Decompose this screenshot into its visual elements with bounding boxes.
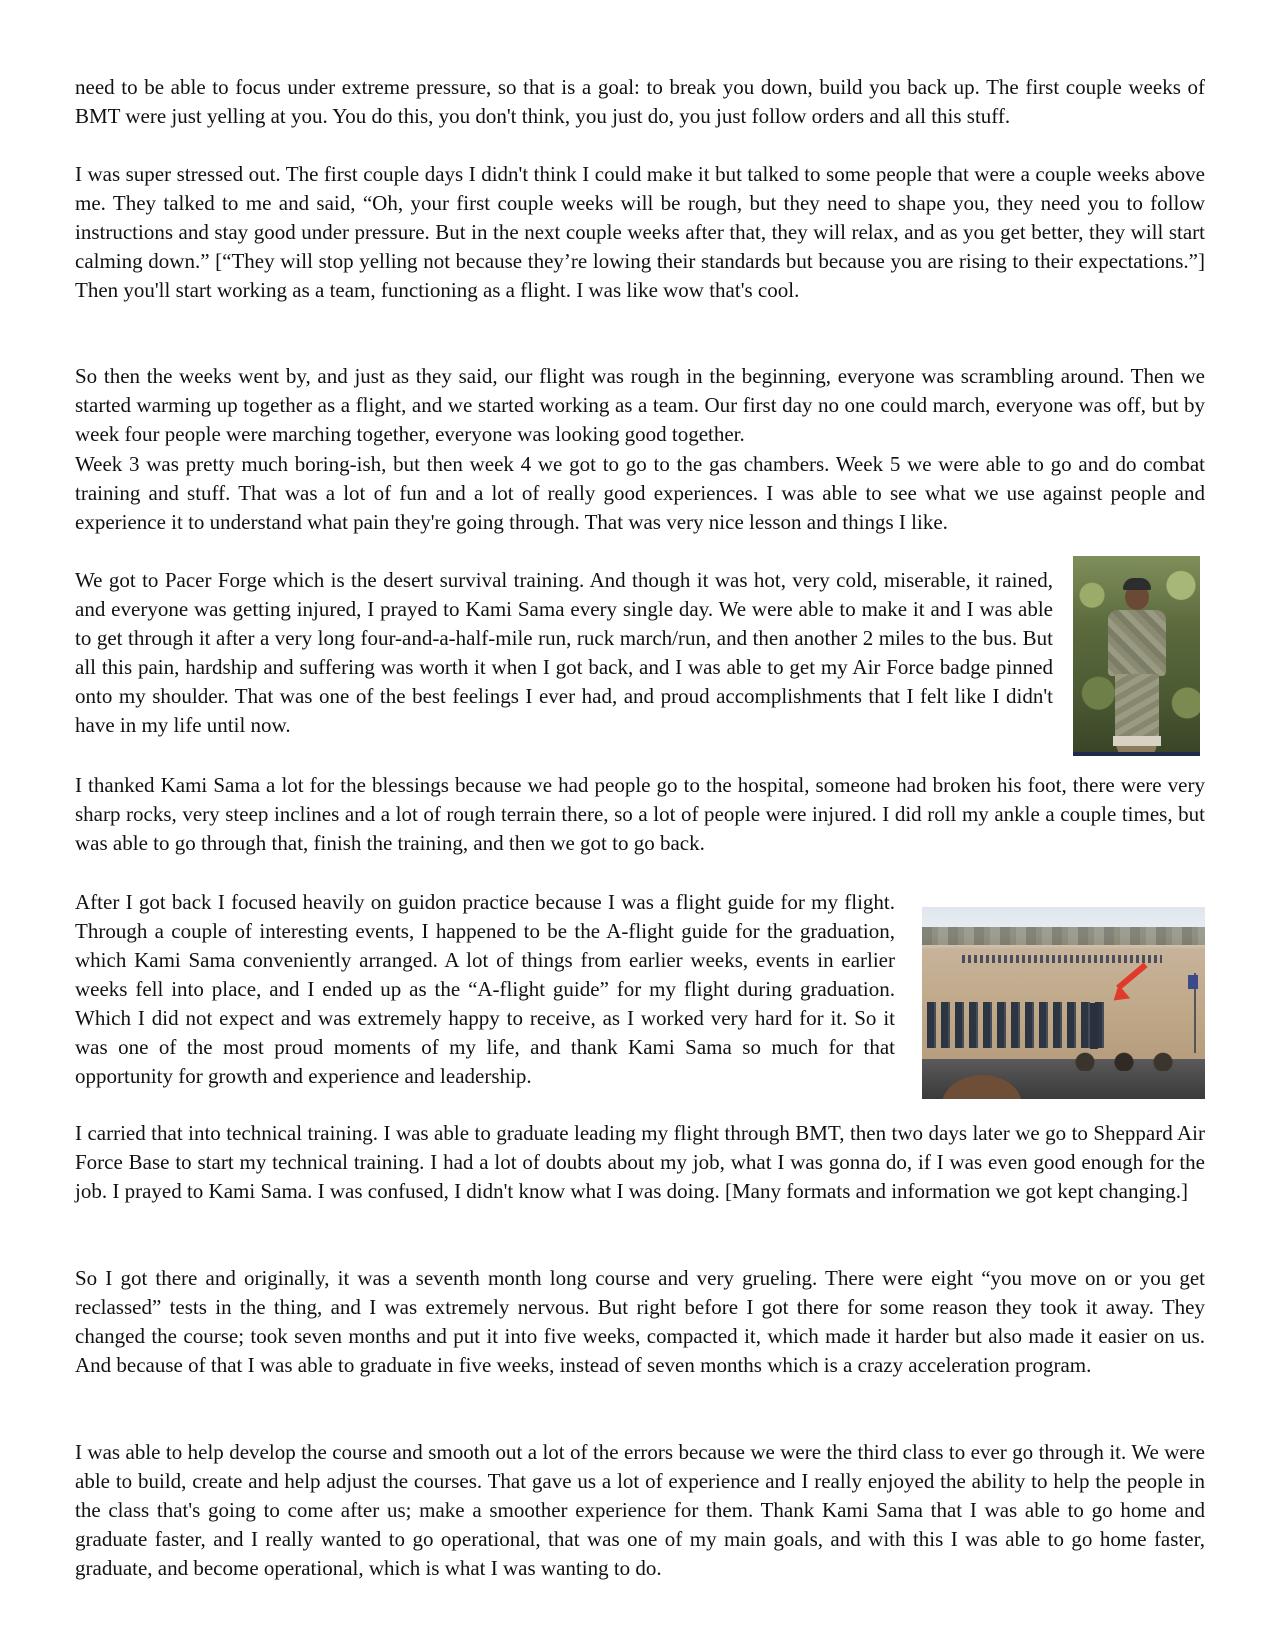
paragraph-3: So then the weeks went by, and just as they said, our flight was rough in the beginning, everyone was scrambling around. Then we started warming up together as a flight, and we started working as a team. Our first day no one could march, everyone was off, but by week four people were marching together, everyone was looking good together. — [75, 364, 1205, 446]
paragraph-4: Week 3 was pretty much boring-ish, but then week 4 we got to go to the gas chambers. Week 5 we were able to go and do combat training and stuff. That was a lot of fun and a lot of really good experiences. I was able to see what we use against people and experience it to understand what pain they're going through. That was very nice lesson and things I like. — [75, 452, 1205, 534]
paragraph-5: We got to Pacer Forge which is the desert survival training. And though it was hot, very cold, miserable, it rained, and everyone was getting injured, I prayed to Kami Sama every single day. We were able to make it and I was able to get through it after a very long four-and-a-half-mile run, ruck march/run, and then another 2 miles to the bus. But all this pain, hardship and suffering was worth it when I got back, and I was able to get my Air Force badge pinned onto my shoulder. That was one of the best feelings I ever had, and proud accomplishments that I felt like I didn't have in my life until now. — [75, 568, 1053, 737]
red-arrow-icon — [1116, 963, 1147, 991]
paragraph-8: I carried that into technical training. I was able to graduate leading my flight through BMT, then two days later we go to Sheppard Air Force Base to start my technical training. I had a lot of doubts about my job, what I was gonna do, if I was even good enough for the job. I prayed to Kami Sama. I was confused, I didn't know what I was doing. [Many formats and information we got kept changing.] — [75, 1121, 1205, 1203]
paragraph-2: I was super stressed out. The first couple days I didn't think I could make it but talked to some people that were a couple weeks above me. They talked to me and said, “Oh, your first couple weeks will be rough, but they need to shape you, they need you to follow instructions and stay good under pressure. But in the next couple weeks after that, they will relax, and as you get better, they will start calming down.” [“They will stop yelling not because they’re lowing their standards but because you are rising to their expectations.”] Then you'll start working as a team, functioning as a flight. I was like wow that's cool. — [75, 162, 1205, 302]
paragraph-7: After I got back I focused heavily on guidon practice because I was a flight guide for my flight. Through a couple of interesting events, I happened to be the A-flight guide for the graduation, which Kami Sama conveniently arranged. A lot of things from earlier weeks, events in earlier weeks fell into place, and I ended up as the “A-flight guide” for my flight during graduation. Which I did not expect and was extremely happy to receive, as I worked very hard for it. So it was one of the most proud moments of my life, and thank Kami Sama so much for that opportunity for growth and experience and leadership. — [75, 890, 895, 1088]
paragraph-6: I thanked Kami Sama a lot for the blessings because we had people go to the hospital, someone had broken his foot, there were very sharp rocks, very steep inclines and a lot of rough terrain there, so a lot of people were injured. I did roll my ankle a couple times, but was able to go through that, finish the training, and then we got to go back. — [75, 773, 1205, 855]
soldier-photo — [1073, 556, 1200, 756]
paragraph-9: So I got there and originally, it was a seventh month long course and very grueling. There were eight “you move on or you get reclassed” tests in the thing, and I was extremely nervous. But right before I got there for some reason they took it away. They changed the course; took seven months and put it into five weeks, compacted it, which made it harder but also made it easier on us. And because of that I was able to graduate in five weeks, instead of seven months which is a crazy acceleration program. — [75, 1266, 1205, 1377]
graduation-photo — [922, 907, 1205, 1099]
paragraph-10: I was able to help develop the course and smooth out a lot of the errors because we were the third class to ever go through it. We were able to build, create and help adjust the courses. That gave us a lot of experience and I really enjoyed the ability to help the people in the class that's going to come after us; make a smoother experience for them. Thank Kami Sama that I was able to go home and graduate faster, and I really wanted to go operational, that was one of my main goals, and with this I was able to go home faster, graduate, and become operational, which is what I was wanting to do. — [75, 1440, 1205, 1580]
paragraph-1: need to be able to focus under extreme pressure, so that is a goal: to break you down, build you back up. The first couple weeks of BMT were just yelling at you. You do this, you don't think, you just do, you just follow orders and all this stuff. — [75, 75, 1205, 128]
